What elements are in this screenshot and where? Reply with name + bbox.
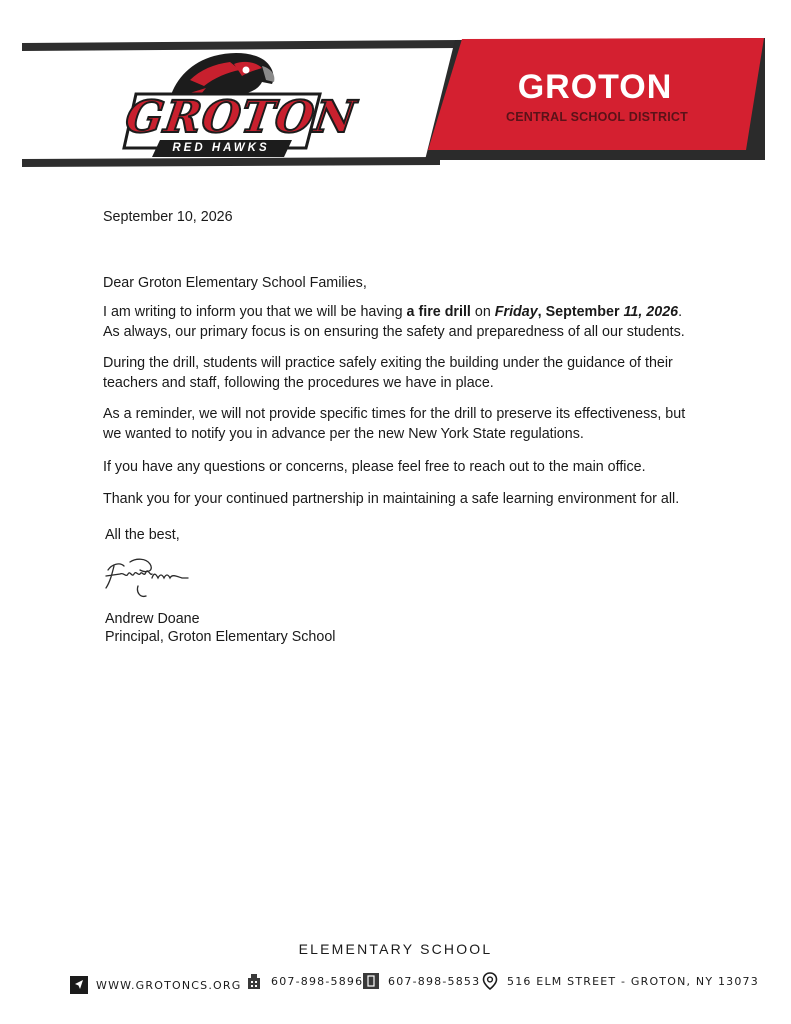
signer-name: Andrew Doane [105, 611, 200, 627]
logo-wordmark: GROTON [122, 92, 360, 143]
salutation: Dear Groton Elementary School Families, [103, 275, 367, 291]
letterhead [0, 0, 791, 175]
fax-text: 607-898-5853 [388, 974, 481, 988]
paragraph-thanks: Thank you for your continued partnership in maintaining a safe learning environment for all. [103, 491, 680, 507]
p1-fire-drill: a fire drill [406, 304, 471, 320]
p1-day: Friday [494, 304, 538, 320]
phone-icon [245, 972, 263, 990]
p1-text-a: I am writing to inform you that we will be having [103, 304, 407, 320]
p1-comma: , [537, 304, 546, 320]
signer-title: Principal, Groton Elementary School [105, 629, 336, 645]
footer-phone [245, 970, 363, 992]
paragraph-fire-drill [103, 303, 693, 342]
p1-text-h: . As always, our primary focus is on ensuring the safety and preparedness of all our students. [103, 304, 685, 340]
letter-date: September 10, 2026 [103, 209, 233, 225]
footer-school-name: ELEMENTARY SCHOOL [298, 941, 493, 957]
phone-text: 607-898-5896 [271, 974, 364, 988]
footer-address [481, 970, 759, 992]
footer-fax [362, 970, 480, 992]
p1-text-c: on [470, 304, 495, 320]
cursor-icon [70, 976, 88, 994]
address-text: 516 ELM STREET - GROTON, NY 13073 [507, 974, 759, 988]
district-subtitle: CENTRAL SCHOOL DISTRICT [506, 110, 688, 124]
closing: All the best, [105, 527, 180, 543]
p1-month: September [545, 304, 624, 320]
district-name: GROTON [517, 68, 673, 106]
logo-subtitle: RED HAWKS [172, 142, 270, 154]
paragraph-drill-procedure: During the drill, students will practice safely exiting the building under the guidance of their teachers and staff, following the procedures we have in place. [103, 355, 673, 391]
website-text[interactable]: WWW.GROTONCS.ORG [96, 978, 242, 992]
p1-day-year: 11, 2026 [623, 304, 679, 320]
paragraph-reminder: As a reminder, we will not provide specific times for the drill to preserve its effectiveness, but we wanted to notify you in advance per the new New York State regulations. [103, 406, 686, 442]
fax-icon [362, 972, 380, 990]
footer-website[interactable] [70, 974, 241, 996]
location-pin-icon [481, 972, 499, 990]
signature-graphic [100, 556, 200, 600]
paragraph-questions: If you have any questions or concerns, please feel free to reach out to the main office. [103, 459, 646, 475]
handwritten-signature [100, 556, 200, 605]
